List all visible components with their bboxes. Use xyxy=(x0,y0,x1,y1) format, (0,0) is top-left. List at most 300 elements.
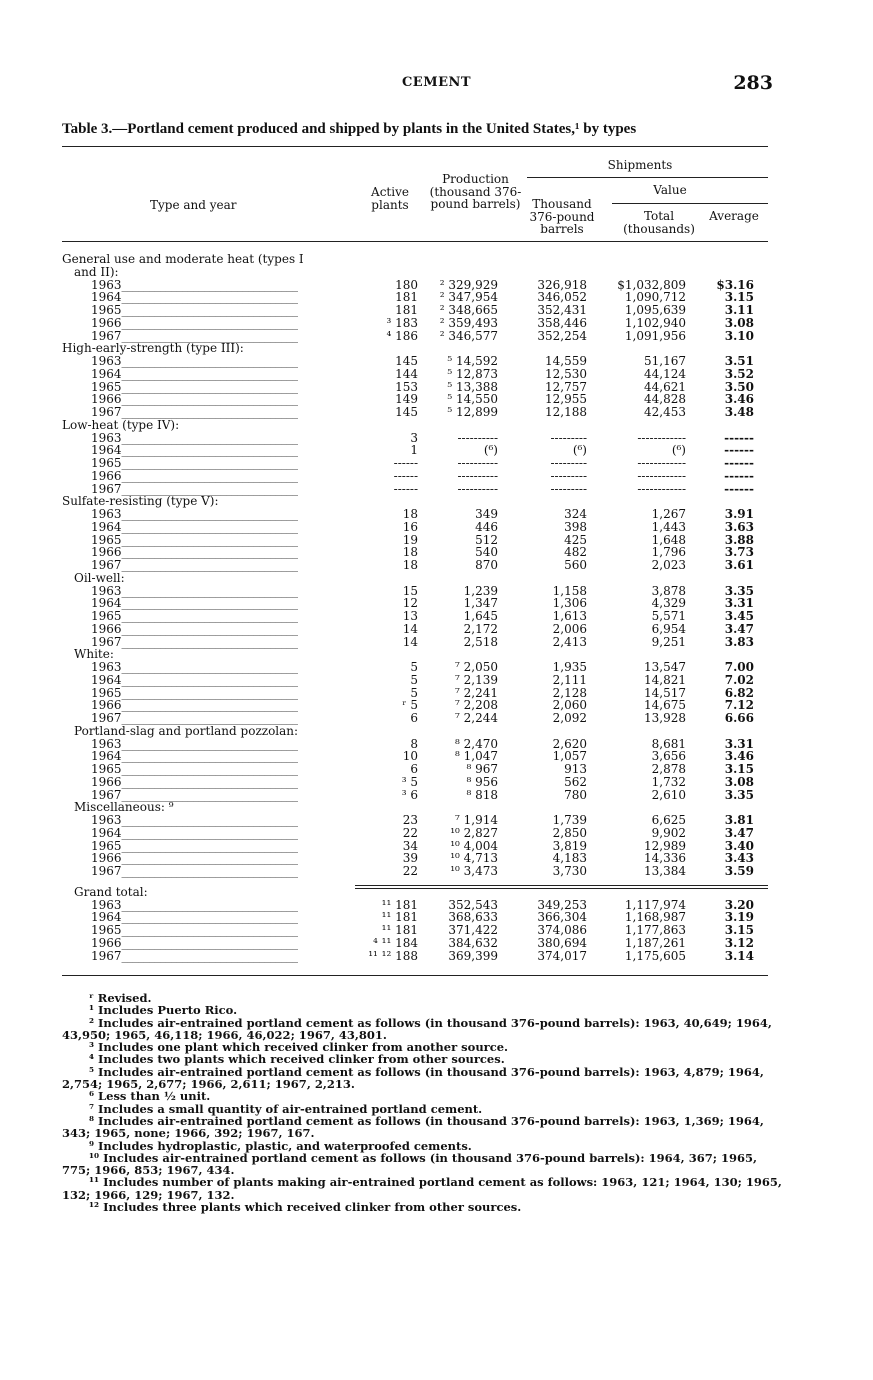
value-cell: ¹⁰ 4,713 xyxy=(450,851,498,866)
value-cell: 14,821 xyxy=(644,672,686,687)
value-cell: 1,091,956 xyxy=(624,328,686,343)
value-cell: (⁶) xyxy=(483,443,498,458)
value-cell: 3.35 xyxy=(724,583,754,598)
value-cell: 3.31 xyxy=(724,596,754,611)
group-heading xyxy=(62,253,768,266)
value-cell: 6.82 xyxy=(724,685,754,700)
year-cell: 1965 _____ xyxy=(91,924,298,937)
value-cell: 3.40 xyxy=(724,838,754,853)
value-cell: 1,443 xyxy=(651,519,686,534)
value-cell: 9,902 xyxy=(651,825,686,840)
value-cell: ---------- xyxy=(457,468,498,483)
value-cell: 512 xyxy=(475,532,498,547)
year-cell: 1963 _____ xyxy=(91,279,298,292)
value-cell: 3.50 xyxy=(724,379,754,394)
value-cell: ------ xyxy=(724,456,754,470)
value-cell: 14,675 xyxy=(644,698,686,713)
value-cell: 3.20 xyxy=(724,897,754,912)
group-label: Grand total: xyxy=(74,884,148,899)
value-cell: ⁵ 14,592 xyxy=(447,354,498,368)
value-cell: 14 xyxy=(402,634,418,649)
value-cell: 6.66 xyxy=(724,711,754,725)
value-cell: ⁸ 1,047 xyxy=(455,749,498,764)
value-cell: 1,168,987 xyxy=(624,910,686,925)
value-cell: ⁷ 2,050 xyxy=(455,660,498,674)
value-cell: 1,102,940 xyxy=(624,315,686,330)
value-cell: 2,172 xyxy=(463,621,498,636)
table-row xyxy=(62,865,768,878)
table-row xyxy=(62,827,768,840)
value-cell: ⁷ 1,914 xyxy=(455,813,498,827)
total-rule-2 xyxy=(355,888,768,889)
table-row xyxy=(62,406,768,419)
year-cell: 1964 _____ xyxy=(91,911,298,924)
footnote: ⁵ Includes air-entrained portland cement as follows (in thousand 376-pound barrels): 1963, 4,879; 1964, 2,754; 1965, 2,677; 1966, 2,611; 1967, 2,213. xyxy=(62,1064,764,1092)
value-cell: 180 xyxy=(395,277,418,292)
value-cell: ⁸ 967 xyxy=(466,762,498,776)
value-cell: 22 xyxy=(402,825,418,840)
value-cell: 3.46 xyxy=(724,749,754,764)
footnote: ⁷ Includes a small quantity of air-entrained portland cement. xyxy=(89,1101,483,1116)
value-cell: 145 xyxy=(395,405,418,419)
value-cell: 1,177,863 xyxy=(624,923,686,937)
value-cell: 2,620 xyxy=(552,736,587,751)
value-cell: 3.83 xyxy=(724,634,754,649)
value-cell: 425 xyxy=(564,532,587,547)
year-cell: 1967 _____ xyxy=(91,865,298,878)
group-label: Oil-well: xyxy=(74,570,125,585)
table-row xyxy=(62,508,768,521)
value-cell: 3.12 xyxy=(724,935,754,950)
value-cell: 6 xyxy=(410,762,418,776)
value-cell: 5 xyxy=(410,685,418,700)
value-cell: 5 xyxy=(410,660,418,674)
value-cell: 352,543 xyxy=(448,897,498,912)
value-cell: --------- xyxy=(550,481,587,496)
footnote: ⁸ Includes air-entrained portland cement as follows (in thousand 376-pound barrels): 1963, 1,369; 1964, 343; 1965, none; 1966, 392; 1967, 167. xyxy=(62,1113,764,1141)
value-cell: 3.52 xyxy=(724,366,754,381)
value-cell: 352,254 xyxy=(537,328,587,343)
value-cell: 3.14 xyxy=(724,948,754,963)
year-cell: 1966 _____ xyxy=(91,470,298,483)
year-cell: 1967 _____ xyxy=(91,636,298,649)
value-cell: 14,559 xyxy=(545,354,587,368)
year-cell: 1965 _____ xyxy=(91,763,298,776)
group-label: White: xyxy=(74,647,114,662)
value-cell: 22 xyxy=(402,864,418,878)
year-cell: 1964 _____ xyxy=(91,368,298,381)
value-cell: 1,175,605 xyxy=(624,948,686,963)
table-row xyxy=(62,610,768,623)
header-average: Average xyxy=(709,209,759,223)
value-cell: 12,757 xyxy=(545,379,587,394)
value-cell: 3,878 xyxy=(651,583,686,598)
year-cell: 1963 _____ xyxy=(91,355,298,368)
value-cell: ------ xyxy=(393,456,418,470)
year-cell: 1966 _____ xyxy=(91,393,298,406)
value-cell: 369,399 xyxy=(448,948,498,963)
table-row xyxy=(62,937,768,950)
value-cell: ---------- xyxy=(457,430,498,445)
value-cell: 3.46 xyxy=(724,392,754,407)
year-cell: 1963 _____ xyxy=(91,585,298,598)
value-cell: ³ 183 xyxy=(386,315,418,330)
value-cell: 3.81 xyxy=(724,813,754,827)
value-cell: ------------ xyxy=(637,468,686,483)
value-cell: 149 xyxy=(395,392,418,407)
value-cell: 780 xyxy=(564,787,587,802)
value-cell: 51,167 xyxy=(644,354,686,368)
value-cell: 16 xyxy=(402,519,418,534)
value-cell: ² 348,665 xyxy=(439,303,498,317)
value-cell: 18 xyxy=(402,507,418,521)
value-cell: 3.73 xyxy=(724,545,754,560)
value-cell: ------------ xyxy=(637,430,686,445)
value-cell: 482 xyxy=(564,545,587,560)
total-rule-1 xyxy=(355,885,768,886)
table-row xyxy=(62,814,768,827)
value-cell: 3.43 xyxy=(724,851,754,866)
value-cell: 2,092 xyxy=(552,711,587,725)
value-cell: 562 xyxy=(564,774,587,789)
value-cell: ------------ xyxy=(637,481,686,496)
value-cell: 2,878 xyxy=(651,762,686,776)
value-cell: 3.15 xyxy=(724,290,754,305)
value-cell: 346,052 xyxy=(537,290,587,305)
year-cell: 1965 _____ xyxy=(91,304,298,317)
value-cell: 144 xyxy=(395,366,418,381)
value-cell: ---------- xyxy=(457,456,498,470)
header-type-year: Type and year xyxy=(150,198,237,212)
year-cell: 1965 _____ xyxy=(91,610,298,623)
year-cell: 1966 _____ xyxy=(91,776,298,789)
value-cell: 4,329 xyxy=(651,596,686,611)
value-cell: 6,954 xyxy=(651,621,686,636)
year-cell: 1967 _____ xyxy=(91,789,298,802)
value-cell: 39 xyxy=(402,851,418,866)
value-cell: 34 xyxy=(402,838,418,853)
value-cell: 19 xyxy=(402,532,418,547)
value-cell: 44,621 xyxy=(644,379,686,394)
value-cell: 1,057 xyxy=(552,749,587,764)
year-cell: 1965 _____ xyxy=(91,534,298,547)
value-cell: 14,517 xyxy=(644,685,686,700)
year-cell: 1963 _____ xyxy=(91,508,298,521)
value-cell: --------- xyxy=(550,456,587,470)
header-thousand-barrels: Thousand 376-pound barrels xyxy=(529,197,595,236)
year-cell: 1966 _____ xyxy=(91,546,298,559)
year-cell: 1964 _____ xyxy=(91,597,298,610)
table-bottom-rule xyxy=(62,975,768,976)
year-cell: 1964 _____ xyxy=(91,674,298,687)
year-cell: 1967 _____ xyxy=(91,330,298,343)
table-row xyxy=(62,304,768,317)
value-cell: 560 xyxy=(564,558,587,572)
value-cell: 349 xyxy=(475,507,498,521)
year-cell: 1967 _____ xyxy=(91,559,298,572)
value-cell: 1,739 xyxy=(552,813,587,827)
footnote: ¹² Includes three plants which received clinker from other sources. xyxy=(89,1200,522,1215)
value-cell: ¹⁰ 2,827 xyxy=(450,825,498,840)
value-cell: ¹¹ 181 xyxy=(381,923,418,937)
value-cell: 3.63 xyxy=(724,519,754,534)
year-cell: 1967 _____ xyxy=(91,712,298,725)
table-row xyxy=(62,623,768,636)
value-cell: 2,518 xyxy=(463,634,498,649)
value-cell: 3.91 xyxy=(724,507,754,521)
value-cell: 1,645 xyxy=(463,609,498,623)
value-cell: 1 xyxy=(410,443,418,458)
year-cell: 1967 _____ xyxy=(91,950,298,963)
value-cell: ------ xyxy=(393,481,418,496)
value-cell: 349,253 xyxy=(537,897,587,912)
value-cell: 14 xyxy=(402,621,418,636)
value-cell: (⁶) xyxy=(671,443,686,458)
year-cell: 1966 _____ xyxy=(91,852,298,865)
value-cell: 371,422 xyxy=(448,923,498,937)
header-total: Total (thousands) xyxy=(623,209,695,236)
value-cell: $1,032,809 xyxy=(617,277,686,292)
value-cell: ---------- xyxy=(457,481,498,496)
footnote: ² Includes air-entrained portland cement as follows (in thousand 376-pound barrels): 1963, 40,649; 1964, 43,950; 1965, 46,118; 1966, 46,022; 1967, 43,801. xyxy=(62,1015,772,1042)
value-cell: ⁴ 186 xyxy=(386,328,418,343)
value-cell: 3.19 xyxy=(724,910,754,925)
footnote: ⁴ Includes two plants which received clinker from other sources. xyxy=(89,1052,505,1067)
value-cell: 3,656 xyxy=(651,749,686,764)
value-cell: 3,730 xyxy=(552,864,587,878)
value-cell: 1,347 xyxy=(463,596,498,611)
value-cell: 12,188 xyxy=(545,405,587,419)
value-cell: 12,989 xyxy=(644,838,686,853)
value-cell: 398 xyxy=(564,519,587,534)
year-cell: 1963 _____ xyxy=(91,814,298,827)
value-cell: ------ xyxy=(724,443,754,458)
value-cell: 1,796 xyxy=(651,545,686,560)
table-row xyxy=(62,457,768,470)
value-cell: ¹⁰ 4,004 xyxy=(450,838,498,853)
value-cell: 145 xyxy=(395,354,418,368)
value-cell: 13,928 xyxy=(644,711,686,725)
value-cell: 384,632 xyxy=(448,935,498,950)
value-cell: ⁷ 2,208 xyxy=(455,698,498,713)
year-cell: 1963 _____ xyxy=(91,738,298,751)
value-cell: ¹¹ ¹² 188 xyxy=(368,948,418,963)
value-cell: 1,187,261 xyxy=(624,935,686,950)
value-cell: 374,017 xyxy=(537,948,587,963)
value-cell: 3.31 xyxy=(724,736,754,751)
value-cell: ² 359,493 xyxy=(439,315,498,330)
year-cell: 1964 _____ xyxy=(91,827,298,840)
value-cell: 3.45 xyxy=(724,609,754,623)
group-heading xyxy=(62,419,768,432)
value-cell: ------ xyxy=(724,468,754,483)
value-cell: 1,648 xyxy=(651,532,686,547)
value-cell: 1,306 xyxy=(552,596,587,611)
value-cell: 2,006 xyxy=(552,621,587,636)
value-cell: 1,267 xyxy=(651,507,686,521)
value-cell: ² 329,929 xyxy=(439,277,498,292)
value-cell: --------- xyxy=(550,468,587,483)
value-cell: 2,023 xyxy=(651,558,686,572)
value-cell: 358,446 xyxy=(537,315,587,330)
value-cell: 380,694 xyxy=(537,935,587,950)
table-row xyxy=(62,317,768,330)
value-cell: 44,828 xyxy=(644,392,686,407)
value-cell: 8,681 xyxy=(651,736,686,751)
value-cell: 44,124 xyxy=(644,366,686,381)
value-cell: 181 xyxy=(395,290,418,305)
value-cell: 3.35 xyxy=(724,787,754,802)
year-cell: 1963 _____ xyxy=(91,432,298,445)
value-cell: 3.15 xyxy=(724,762,754,776)
table-row xyxy=(62,712,768,725)
value-cell: ¹⁰ 3,473 xyxy=(450,864,498,878)
value-cell: 3.08 xyxy=(724,774,754,789)
value-cell: 2,610 xyxy=(651,787,686,802)
year-cell: 1965 _____ xyxy=(91,840,298,853)
year-cell: 1967 _____ xyxy=(91,406,298,419)
value-cell: ² 346,577 xyxy=(439,328,498,343)
value-cell: 9,251 xyxy=(651,634,686,649)
value-cell: 5 xyxy=(410,672,418,687)
value-cell: 2,413 xyxy=(552,634,587,649)
header-production: Production (thousand 376-pound barrels) xyxy=(429,172,522,211)
value-cell: 2,111 xyxy=(552,672,587,687)
value-cell: ¹¹ 181 xyxy=(381,910,418,925)
year-cell: 1964 _____ xyxy=(91,291,298,304)
year-cell: 1964 _____ xyxy=(91,750,298,763)
value-cell: ------ xyxy=(724,481,754,496)
year-cell: 1966 _____ xyxy=(91,699,298,712)
value-cell: 153 xyxy=(395,379,418,394)
year-cell: 1965 _____ xyxy=(91,687,298,700)
header-bottom-rule xyxy=(62,241,768,242)
value-cell: 2,128 xyxy=(552,685,587,700)
value-cell: 10 xyxy=(402,749,418,764)
table-row xyxy=(62,763,768,776)
group-label: and II): xyxy=(74,264,119,279)
value-cell: 2,850 xyxy=(552,825,587,840)
year-cell: 1965 _____ xyxy=(91,457,298,470)
value-cell: ------------ xyxy=(637,456,686,470)
value-cell: 3.10 xyxy=(724,328,754,343)
value-cell: ⁷ 2,139 xyxy=(455,672,498,687)
table-top-rule xyxy=(62,146,768,147)
value-cell: ³ 5 xyxy=(401,774,418,789)
value-cell: 374,086 xyxy=(537,923,587,937)
value-cell: 366,304 xyxy=(537,910,587,925)
value-cell: 1,935 xyxy=(552,660,587,674)
value-cell: 368,633 xyxy=(448,910,498,925)
value-cell: (⁶) xyxy=(572,443,587,458)
value-cell: ¹¹ 181 xyxy=(381,897,418,912)
value-cell: 352,431 xyxy=(537,303,587,317)
value-cell: 326,918 xyxy=(537,277,587,292)
value-cell: ⁸ 818 xyxy=(466,787,498,802)
value-cell: 4,183 xyxy=(552,851,587,866)
table-row xyxy=(62,368,768,381)
value-cell: ⁴ ¹¹ 184 xyxy=(373,935,418,950)
group-label: Sulfate-resisting (type V): xyxy=(62,494,219,509)
value-cell: 1,732 xyxy=(651,774,686,789)
year-cell: 1965 _____ xyxy=(91,381,298,394)
value-cell: 3.15 xyxy=(724,923,754,937)
value-cell: $3.16 xyxy=(716,277,754,292)
value-cell: ⁷ 2,241 xyxy=(455,685,498,700)
table-row xyxy=(62,355,768,368)
value-cell: 3.47 xyxy=(724,621,754,636)
value-cell: ⁸ 2,470 xyxy=(455,736,498,751)
group-label: General use and moderate heat (types I xyxy=(62,252,304,266)
value-cell: 1,239 xyxy=(463,583,498,598)
value-cell: 1,613 xyxy=(552,609,587,623)
value-cell: 7.00 xyxy=(724,660,754,674)
footnote: ʳ Revised. xyxy=(89,991,152,1005)
value-cell: 12 xyxy=(402,596,418,611)
value-cell: 324 xyxy=(564,507,587,521)
value-cell: ⁸ 956 xyxy=(466,774,498,789)
running-header: CEMENT xyxy=(401,75,472,90)
value-cell: 540 xyxy=(475,545,498,560)
value-cell: ³ 6 xyxy=(401,787,418,802)
value-cell: 7.12 xyxy=(724,698,754,713)
footnote: ⁹ Includes hydroplastic, plastic, and waterproofed cements. xyxy=(89,1138,472,1153)
value-cell: 3.61 xyxy=(724,558,754,572)
value-cell: 2,060 xyxy=(552,698,587,713)
value-cell: 913 xyxy=(564,762,587,776)
value-cell: ⁷ 2,244 xyxy=(455,711,498,725)
footnote: ¹ Includes Puerto Rico. xyxy=(89,1003,238,1018)
value-cell: 13,384 xyxy=(644,864,686,878)
footnote: ⁶ Less than ½ unit. xyxy=(89,1089,211,1104)
table-title: Table 3.—Portland cement produced and shipped by plants in the United States,¹ by types xyxy=(62,121,637,137)
value-cell: 42,453 xyxy=(644,405,686,419)
value-cell: 12,955 xyxy=(545,392,587,407)
value-cell: ⁵ 13,388 xyxy=(447,379,498,394)
value-cell: 3,819 xyxy=(552,838,587,853)
group-label: Portland-slag and portland pozzolan: xyxy=(74,723,299,738)
value-cell: 3.51 xyxy=(724,354,754,368)
header-active-plants: Active plants xyxy=(371,185,409,212)
group-heading xyxy=(62,572,768,585)
value-cell: 5,571 xyxy=(651,609,686,623)
group-label: High-early-strength (type III): xyxy=(62,341,244,356)
value-cell: 870 xyxy=(475,558,498,572)
page-number: 283 xyxy=(733,72,773,94)
value-cell: 3.08 xyxy=(724,315,754,330)
value-cell: 3.47 xyxy=(724,825,754,840)
shipments-rule xyxy=(527,177,768,178)
value-cell: 13 xyxy=(402,609,418,623)
group-heading-cont xyxy=(62,266,768,279)
value-cell: 7.02 xyxy=(724,672,754,687)
value-cell: 8 xyxy=(410,736,418,751)
header-value: Value xyxy=(653,183,687,197)
year-cell: 1967 _____ xyxy=(91,483,298,496)
value-cell: 18 xyxy=(402,545,418,560)
table-row xyxy=(62,674,768,687)
table-row xyxy=(62,470,768,483)
value-cell: ⁵ 14,550 xyxy=(447,392,498,407)
value-cell: 3.59 xyxy=(724,864,754,878)
value-cell: 1,090,712 xyxy=(624,290,686,305)
value-cell: 3.11 xyxy=(724,303,754,317)
value-cell: ⁵ 12,873 xyxy=(447,366,498,381)
value-rule xyxy=(612,203,768,204)
value-cell: 13,547 xyxy=(644,660,686,674)
value-cell: 3.88 xyxy=(724,532,754,547)
table-row xyxy=(62,559,768,572)
